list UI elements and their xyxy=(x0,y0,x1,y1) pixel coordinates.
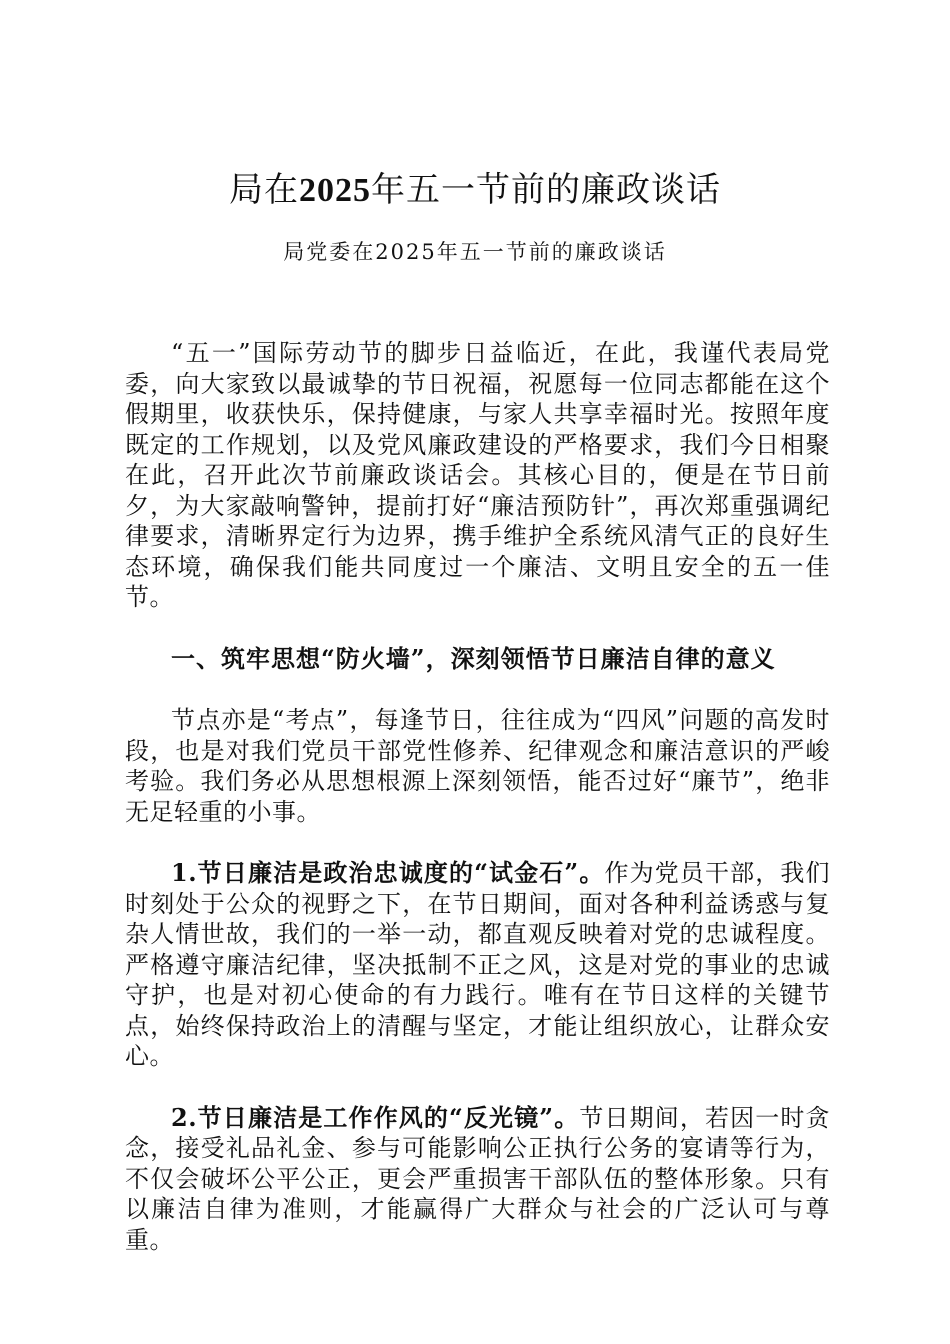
document-body xyxy=(125,338,830,1286)
point-1-text: 作为党员干部，我们时刻处于公众的视野之下，在节日期间，面对各种利益诱惑与复杂人情世故，我们的一举一动，都直观反映着对党的忠诚程度。严格遵守廉洁纪律，坚决抵制不正之风，这是对党的事业的忠诚守护，也是对初心使命的有力践行。唯有在节日这样的关键节点，始终保持政治上的清醒与坚定，才能让组织放心，让群众安心。 xyxy=(125,859,830,1070)
title-prefix: 局在 xyxy=(229,170,299,210)
title-year: 2025 xyxy=(299,172,371,209)
point-2-lead: 2.节日廉洁是工作作风的“反光镜”。 xyxy=(171,1102,580,1132)
intro-paragraph: “五一”国际劳动节的脚步日益临近，在此，我谨代表局党委，向大家致以最诚挚的节日祝福，祝愿每一位同志都能在这个假期里，收获快乐，保持健康，与家人共享幸福时光。按照年度既定的工作规划，以及党风廉政建设的严格要求，我们今日相聚在此，召开此次节前廉政谈话会。其核心目的，便是在节日前夕，为大家敲响警钟，提前打好“廉洁预防针”，再次郑重强调纪律要求，清晰界定行为边界，携手维护全系统风清气正的良好生态环境，确保我们能共同度过一个廉洁、文明且安全的五一佳节。 xyxy=(125,339,830,611)
page-subtitle: 局党委在2025年五一节前的廉政谈话 xyxy=(283,240,667,264)
section-heading-1: 一、筑牢思想“防火墙”，深刻领悟节日廉洁自律的意义 xyxy=(171,643,776,673)
point-1-lead: 1.节日廉洁是政治忠诚度的“试金石”。 xyxy=(171,858,605,887)
page-title xyxy=(0,168,950,213)
section-1-paragraph: 节点亦是“考点”，每逢节日，往往成为“四风”问题的高发时段，也是对我们党员干部党性修养、纪律观念和廉洁意识的严峻考验。我们务必从思想根源上深刻领悟，能否过好“廉节”，绝非无足轻重的小事。 xyxy=(125,706,830,826)
title-suffix: 年五一节前的廉政谈话 xyxy=(371,170,721,210)
point-2-text: 节日期间，若因一时贪念，接受礼品礼金、参与可能影响公正执行公务的宴请等行为，不仅会破坏公平公正，更会严重损害干部队伍的整体形象。只有以廉洁自律为准则，才能赢得广大群众与社会的广泛认可与尊重。 xyxy=(125,1103,830,1254)
point-2-paragraph xyxy=(125,1103,830,1256)
point-1-paragraph xyxy=(125,858,830,1072)
